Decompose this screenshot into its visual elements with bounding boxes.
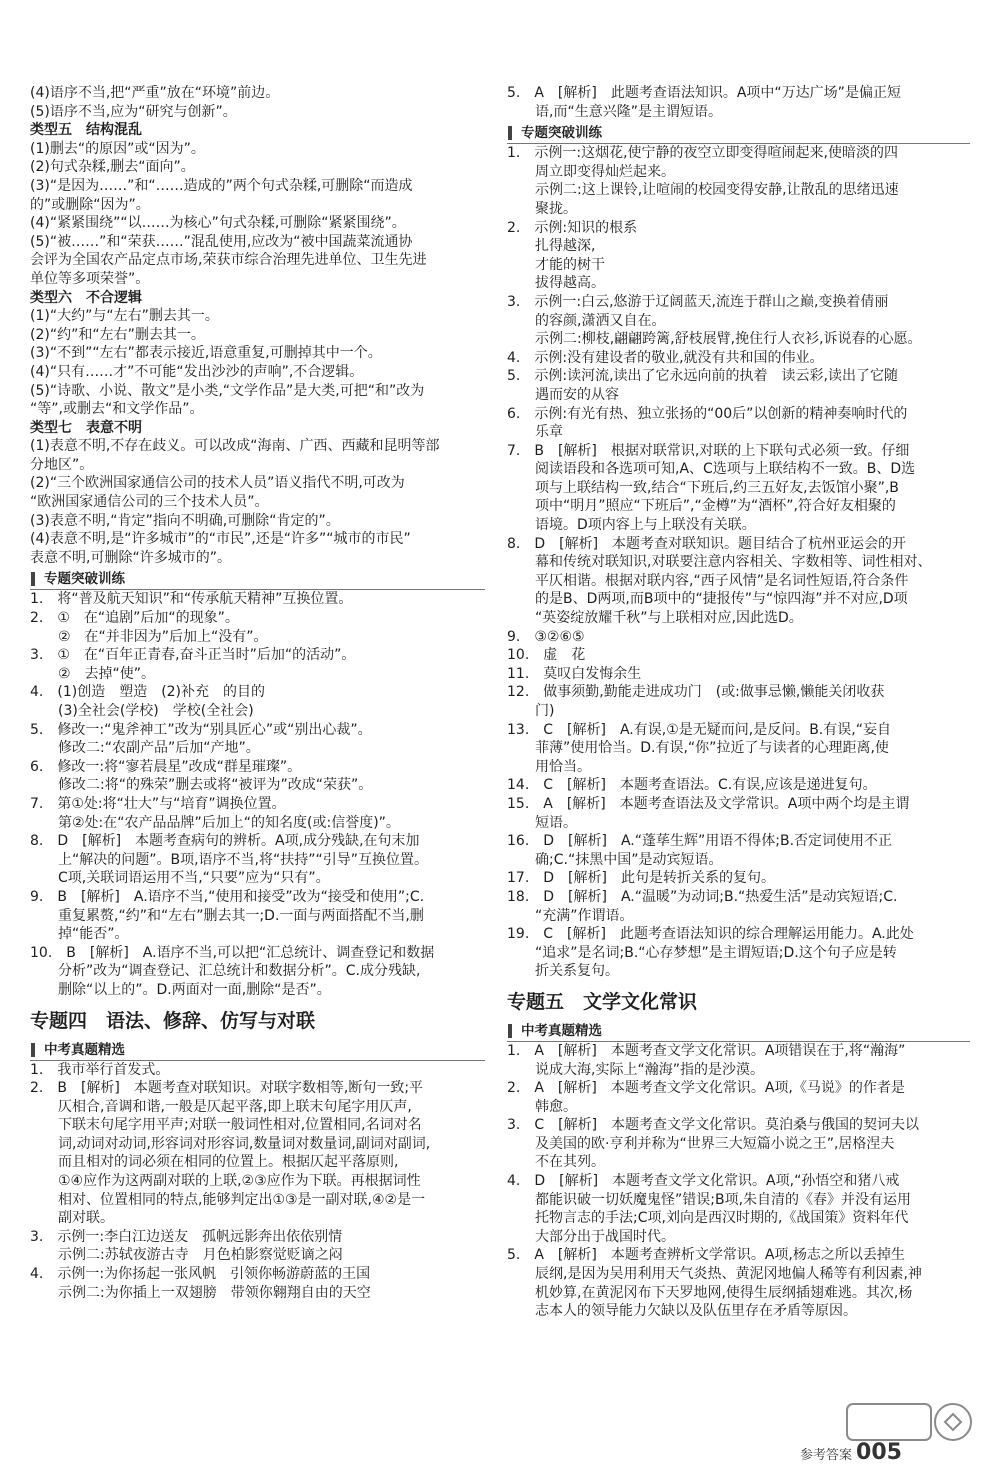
- category-heading: 类型五 结构混乱: [30, 122, 142, 139]
- answer-line: 聚拢。: [507, 200, 577, 217]
- answer-line: (5)“诗歌、小说、散文”是小类,“文学作品”是大类,可把“和”改为: [30, 382, 425, 399]
- answer-line: 上“解决的问题”。B项,语序不当,将“扶持”“引导”互换位置。: [30, 851, 429, 868]
- answer-line: “等”,或删去“和文学作品”。: [30, 401, 204, 418]
- answer-line: 2. A [解析] 本题考查文学文化常识。A项,《马说》的作者是: [507, 1080, 905, 1097]
- answer-line: 项中“明月”照应“下班后”,“金樽”为“酒杯”,符合好友相聚的: [507, 498, 896, 515]
- answer-line: 拔得越高。: [507, 275, 605, 292]
- answer-line: 遇而安的从容: [507, 386, 619, 403]
- answer-line: (4)表意不明,是“许多城市”的“市民”,还是“许多”“城市的市民”: [30, 531, 411, 548]
- answer-line: 辰纲,是因为吴用利用天气炎热、黄泥冈地偏人稀等有利因素,神: [507, 1266, 922, 1283]
- answer-line: 7. B [解析] 根据对联常识,对联的上下联句式必须一致。仔细: [507, 442, 910, 459]
- answer-line: 都能识破一切妖魔鬼怪”错误;B项,朱自清的《春》并没有运用: [507, 1191, 912, 1208]
- answer-line: 5. A [解析] 此题考查语法知识。A项中“万达广场”是偏正短: [507, 85, 901, 101]
- answer-line: 17. D [解析] 此句是转折关系的复句。: [507, 870, 775, 887]
- answer-line: 门): [507, 703, 555, 719]
- answer-line: 周立即变得灿烂起来。: [507, 163, 675, 180]
- answer-line: “充满”作谓语。: [507, 907, 634, 924]
- answer-line: (1)“大约”与“左右”删去其一。: [30, 308, 219, 325]
- answer-line: (1)删去“的原因”或“因为”。: [30, 140, 205, 157]
- answer-line: 修改二:将“的殊荣”删去或将“被评为”改成“荣获”。: [30, 777, 373, 794]
- answer-line: 分析”改为“调查登记、汇总统计和数据分析”。C.成分残缺,: [30, 963, 421, 980]
- answer-line: 的”或删除“因为”。: [30, 196, 150, 213]
- answer-line: 1. A [解析] 本题考查文学文化常识。A项错误在于,将“瀚海”: [507, 1042, 906, 1059]
- answer-line: 扎得越深,: [507, 238, 596, 255]
- answer-line: 10. 虚 花: [507, 647, 586, 664]
- answer-line: 韩愈。: [507, 1098, 577, 1115]
- answer-line: 分地区”。: [30, 456, 94, 473]
- answer-line: 14. C [解析] 本题考查语法。C.有误,应该是递进复句。: [507, 777, 877, 794]
- answer-line: 3. ① 在“百年正青春,奋斗正当时”后加“的活动”。: [30, 647, 356, 664]
- answer-line: 托物言志的手法;C项,刘向是西汉时期的,《战国策》资料年代: [507, 1210, 909, 1227]
- answer-line: 的容颜,潇洒又自在。: [507, 312, 666, 329]
- answer-line: 短语。: [507, 814, 577, 831]
- answer-line: 4. D [解析] 本题考查文学文化常识。A项,“孙悟空和猪八戒: [507, 1173, 900, 1190]
- answer-line: (2)“三个欧洲国家通信公司的技术人员”语义指代不明,可改为: [30, 475, 405, 492]
- answer-line: 11. 莫叹白发悔余生: [507, 665, 642, 682]
- answer-line: 12. 做事须勤,勤能走进成功门 (或:做事忌懒,懒能关闭收获: [507, 684, 885, 701]
- answer-line: (4)语序不当,把“严重”放在“环境”前边。: [30, 85, 280, 101]
- answer-line: 1. 示例一:这烟花,使宁静的夜空立即变得喧闹起来,使暗淡的四: [507, 145, 898, 162]
- answer-line: 示例二:苏轼夜游古寺 月色柏影察觉贬谪之闷: [30, 1247, 343, 1264]
- answer-line: ② 在“并非因为”后加上“没有”。: [30, 628, 268, 645]
- answer-line: 3. C [解析] 本题考查文学文化常识。莫泊桑与俄国的契诃夫以: [507, 1117, 920, 1134]
- answer-line: 项与上联结构一致,结合“下班后,约三五好友,去饭馆小聚”,B: [507, 479, 899, 496]
- answer-line: 志本人的领导能力欠缺以及队伍里存在矛盾等原因。: [507, 1303, 857, 1320]
- answer-line: 15. A [解析] 本题考查语法及文学常识。A项中两个均是主谓: [507, 795, 910, 812]
- answer-line: (5)“被……”和“荣获……”混乱使用,应改为“被中国蔬菜流通协: [30, 233, 413, 250]
- answer-line: 5. 示例:读河流,读出了它永远向前的执着 读云彩,读出了它随: [507, 368, 898, 385]
- answer-line: 1. 将“普及航天知识”和“传承航天精神”互换位置。: [30, 591, 353, 608]
- answer-line: 4. (1)创造 塑造 (2)补充 的目的: [30, 684, 266, 701]
- answer-line: 掉“能否”。: [30, 926, 129, 943]
- answer-line: (2)句式杂糅,删去“面向”。: [30, 159, 195, 176]
- answer-line: (3)表意不明,“肯定”指向不明确,可删除“肯定的”。: [30, 512, 340, 529]
- answer-line: (3)“不到”“左右”都表示接近,语意重复,可删掉其中一个。: [30, 345, 382, 362]
- left-column: [30, 84, 485, 1302]
- answer-line: 词,动词对动词,形容词对形容词,数量词对数量词,副词对副词,: [30, 1135, 431, 1152]
- answer-line: (2)“约”和“左右”删去其一。: [30, 326, 205, 343]
- answer-line: 修改二:“农副产品”后加“产地”。: [30, 740, 260, 757]
- category-heading: 类型六 不合逻辑: [30, 289, 142, 306]
- answer-line: 用恰当。: [507, 758, 591, 775]
- answer-line: “追求”是名词;B.“心存梦想”是主谓短语;D.这个句子应是转: [507, 944, 897, 961]
- page-number: 005: [856, 1440, 902, 1465]
- answer-line: 乐章: [507, 424, 563, 441]
- answer-line: 语境。D项内容上与上联没有关联。: [507, 517, 756, 534]
- answer-line: 的是B、D两项,而B项中的“捷报传”与“惊四海”并不对应,D项: [507, 591, 908, 608]
- answer-line: 示例二:柳枝,翩翩跨篱,舒枝展臂,挽住行人衣衫,诉说春的心愿。: [507, 331, 922, 348]
- footer-label: 参考答案: [800, 1448, 853, 1463]
- page-footer: [800, 1440, 902, 1465]
- answer-line: 2. B [解析] 本题考查对联知识。对联字数相等,断句一致;平: [30, 1080, 424, 1097]
- answer-line: 5. A [解析] 本题考查辨析文学常识。A项,杨志之所以丢掉生: [507, 1247, 905, 1264]
- answer-line: (3)“是因为……”和“……造成的”两个句式杂糅,可删除“而造成: [30, 177, 413, 194]
- section-heading: 专题五 文学文化常识: [507, 990, 698, 1013]
- answer-line: 平仄相谐。根据对联内容,“西子风情”是名词性短语,符合条件: [507, 572, 909, 589]
- answer-line: ② 去掉“使”。: [30, 665, 156, 682]
- answer-line: 8. D [解析] 本题考查病句的辨析。A项,成分残缺,在句末加: [30, 833, 420, 850]
- answer-line: (1)表意不明,不存在歧义。可以改成“海南、广西、西藏和昆明等部: [30, 438, 440, 455]
- answer-line: (4)“紧紧围绕”“以……为核心”句式杂糅,可删除“紧紧围绕”。: [30, 215, 406, 232]
- answer-line: 5. 修改一:“鬼斧神工”改为“别具匠心”或“别出心裁”。: [30, 721, 372, 738]
- subsection-heading: 专题突破训练: [507, 123, 970, 143]
- answer-line: 删除“以上的”。D.两面对一面,删除“是否”。: [30, 981, 331, 998]
- answer-line: 大部分出于战国时代。: [507, 1228, 675, 1245]
- answer-line: 4. 示例:没有建设者的敬业,就没有共和国的伟业。: [507, 349, 824, 366]
- answer-line: 确;C.“抹黑中国”是动宾短语。: [507, 851, 723, 868]
- answer-line: 折关系复句。: [507, 963, 619, 980]
- answer-line: C项,关联词语运用不当,“只要”应为“只有”。: [30, 870, 330, 887]
- answer-line: 而且相对的词必须在相同的位置上。根据仄起平落原则,: [30, 1154, 399, 1171]
- answer-line: 6. 修改一:将“寥若晨星”改成“群星璀璨”。: [30, 758, 302, 775]
- answer-line: 语,而“生意兴隆”是主谓短语。: [507, 103, 722, 120]
- answer-line: (4)“只有……才”不可能“发出沙沙的声响”,不合逻辑。: [30, 363, 364, 380]
- answer-line: 说成大海,实际上“瀚海”指的是沙漠。: [507, 1061, 764, 1078]
- answer-line: 9. ③②⑥⑤: [507, 628, 585, 645]
- answer-line: 8. D [解析] 本题考查对联知识。题目结合了杭州亚运会的开: [507, 535, 907, 552]
- right-column: [507, 84, 970, 1321]
- answer-line: “英姿绽放耀千秋”与上联相对应,因此选D。: [507, 610, 803, 627]
- answer-line: 示例二:这上课铃,让喧闹的校园变得安静,让散乱的思绪迅速: [507, 182, 899, 199]
- answer-line: 13. C [解析] A.有误,①是无疑而问,是反问。B.有误,“妄自: [507, 721, 891, 738]
- answer-line: 7. 第①处:将“壮大”与“培育”调换位置。: [30, 795, 286, 812]
- answer-line: 幕和传统对联知识,对联要注意内容相关、字数相等、词性相对、: [507, 554, 932, 571]
- answer-line: 18. D [解析] A.“温暖”为动词;B.“热爱生活”是动宾短语;C.: [507, 888, 898, 905]
- answer-line: 及美国的欧·亨利并称为“世界三大短篇小说之王”,居格涅夫: [507, 1135, 895, 1152]
- answer-line: 机妙算,在黄泥冈布下天罗地网,使得生辰纲插翅难逃。其次,杨: [507, 1284, 913, 1301]
- subsection-heading: 专题突破训练: [30, 569, 485, 589]
- subsection-heading: 中考真题精选: [30, 1040, 485, 1060]
- answer-line: 1. 我市举行首发式。: [30, 1061, 170, 1078]
- answer-line: 表意不明,可删除“许多城市的”。: [30, 549, 231, 566]
- answer-line: “欧洲国家通信公司的三个技术人员”。: [30, 494, 269, 511]
- answer-line: 3. 示例一:白云,悠游于辽阔蓝天,流连于群山之巅,变换着倩丽: [507, 293, 889, 310]
- answer-line: 第②处:在“农产品品牌”后加上“的知名度(或:信誉度)”。: [30, 814, 400, 831]
- answer-line: 重复累赘,“约”和“左右”删去其一;D.一面与两面搭配不当,删: [30, 907, 424, 924]
- answer-line: 相对、位置相同的特点,能够判定出①③是一副对联,④②是一: [30, 1191, 426, 1208]
- answer-line: (5)语序不当,应为“研究与创新”。: [30, 103, 237, 120]
- subsection-heading: 中考真题精选: [507, 1021, 970, 1041]
- answer-line: (3)全社会(学校) 学校(全社会): [30, 703, 254, 719]
- answer-line: 19. C [解析] 此题考查语法知识的综合理解运用能力。A.此处: [507, 926, 914, 943]
- answer-line: 阅读语段和各选项可知,A、C选项与上联结构不一致。B、D选: [507, 461, 916, 478]
- answer-line: 10. B [解析] A.语序不当,可以把“汇总统计、调查登记和数据: [30, 944, 435, 961]
- answer-line: ①④应作为这两副对联的上联,②③应作为下联。再根据词性: [30, 1173, 421, 1190]
- answer-line: 2. ① 在“追剧”后加“的现象”。: [30, 610, 239, 627]
- section-heading: 专题四 语法、修辞、仿写与对联: [30, 1009, 316, 1032]
- answer-line: 仄相合,音调和谐,一般是仄起平落,即上联末句尾字用仄声,: [30, 1098, 412, 1115]
- answer-line: 4. 示例一:为你扬起一张风帆 引领你畅游蔚蓝的王国: [30, 1266, 371, 1283]
- answer-line: 示例二:为你插上一双翅膀 带领你翱翔自由的天空: [30, 1284, 371, 1301]
- answer-line: 6. 示例:有光有热、独立张扬的“00后”以创新的精神奏响时代的: [507, 405, 908, 422]
- answer-line: 下联末句尾字用平声;对联一般词性相对,位置相同,名词对名: [30, 1117, 422, 1134]
- answer-line: 会评为全国农产品定点市场,荣获市综合治理先进单位、卫生先进: [30, 252, 427, 269]
- answer-line: 3. 示例一:李白江边送友 孤帆远影奔出依依别情: [30, 1228, 343, 1245]
- answer-line: 2. 示例:知识的根系: [507, 219, 638, 236]
- answer-line: 单位等多项荣誉”。: [30, 270, 150, 287]
- category-heading: 类型七 表意不明: [30, 419, 142, 436]
- answer-line: 才能的树干: [507, 256, 605, 273]
- answer-line: 不在其列。: [507, 1154, 605, 1171]
- answer-line: 菲薄”使用恰当。D.有误,“你”拉近了与读者的心理距离,使: [507, 740, 889, 757]
- answer-line: 副对联。: [30, 1210, 114, 1227]
- answer-line: 9. B [解析] A.语序不当,“使用和接受”改为“接受和使用”;C.: [30, 888, 425, 905]
- answer-line: 16. D [解析] A.“蓬荜生辉”用语不得体;B.否定词使用不正: [507, 833, 893, 850]
